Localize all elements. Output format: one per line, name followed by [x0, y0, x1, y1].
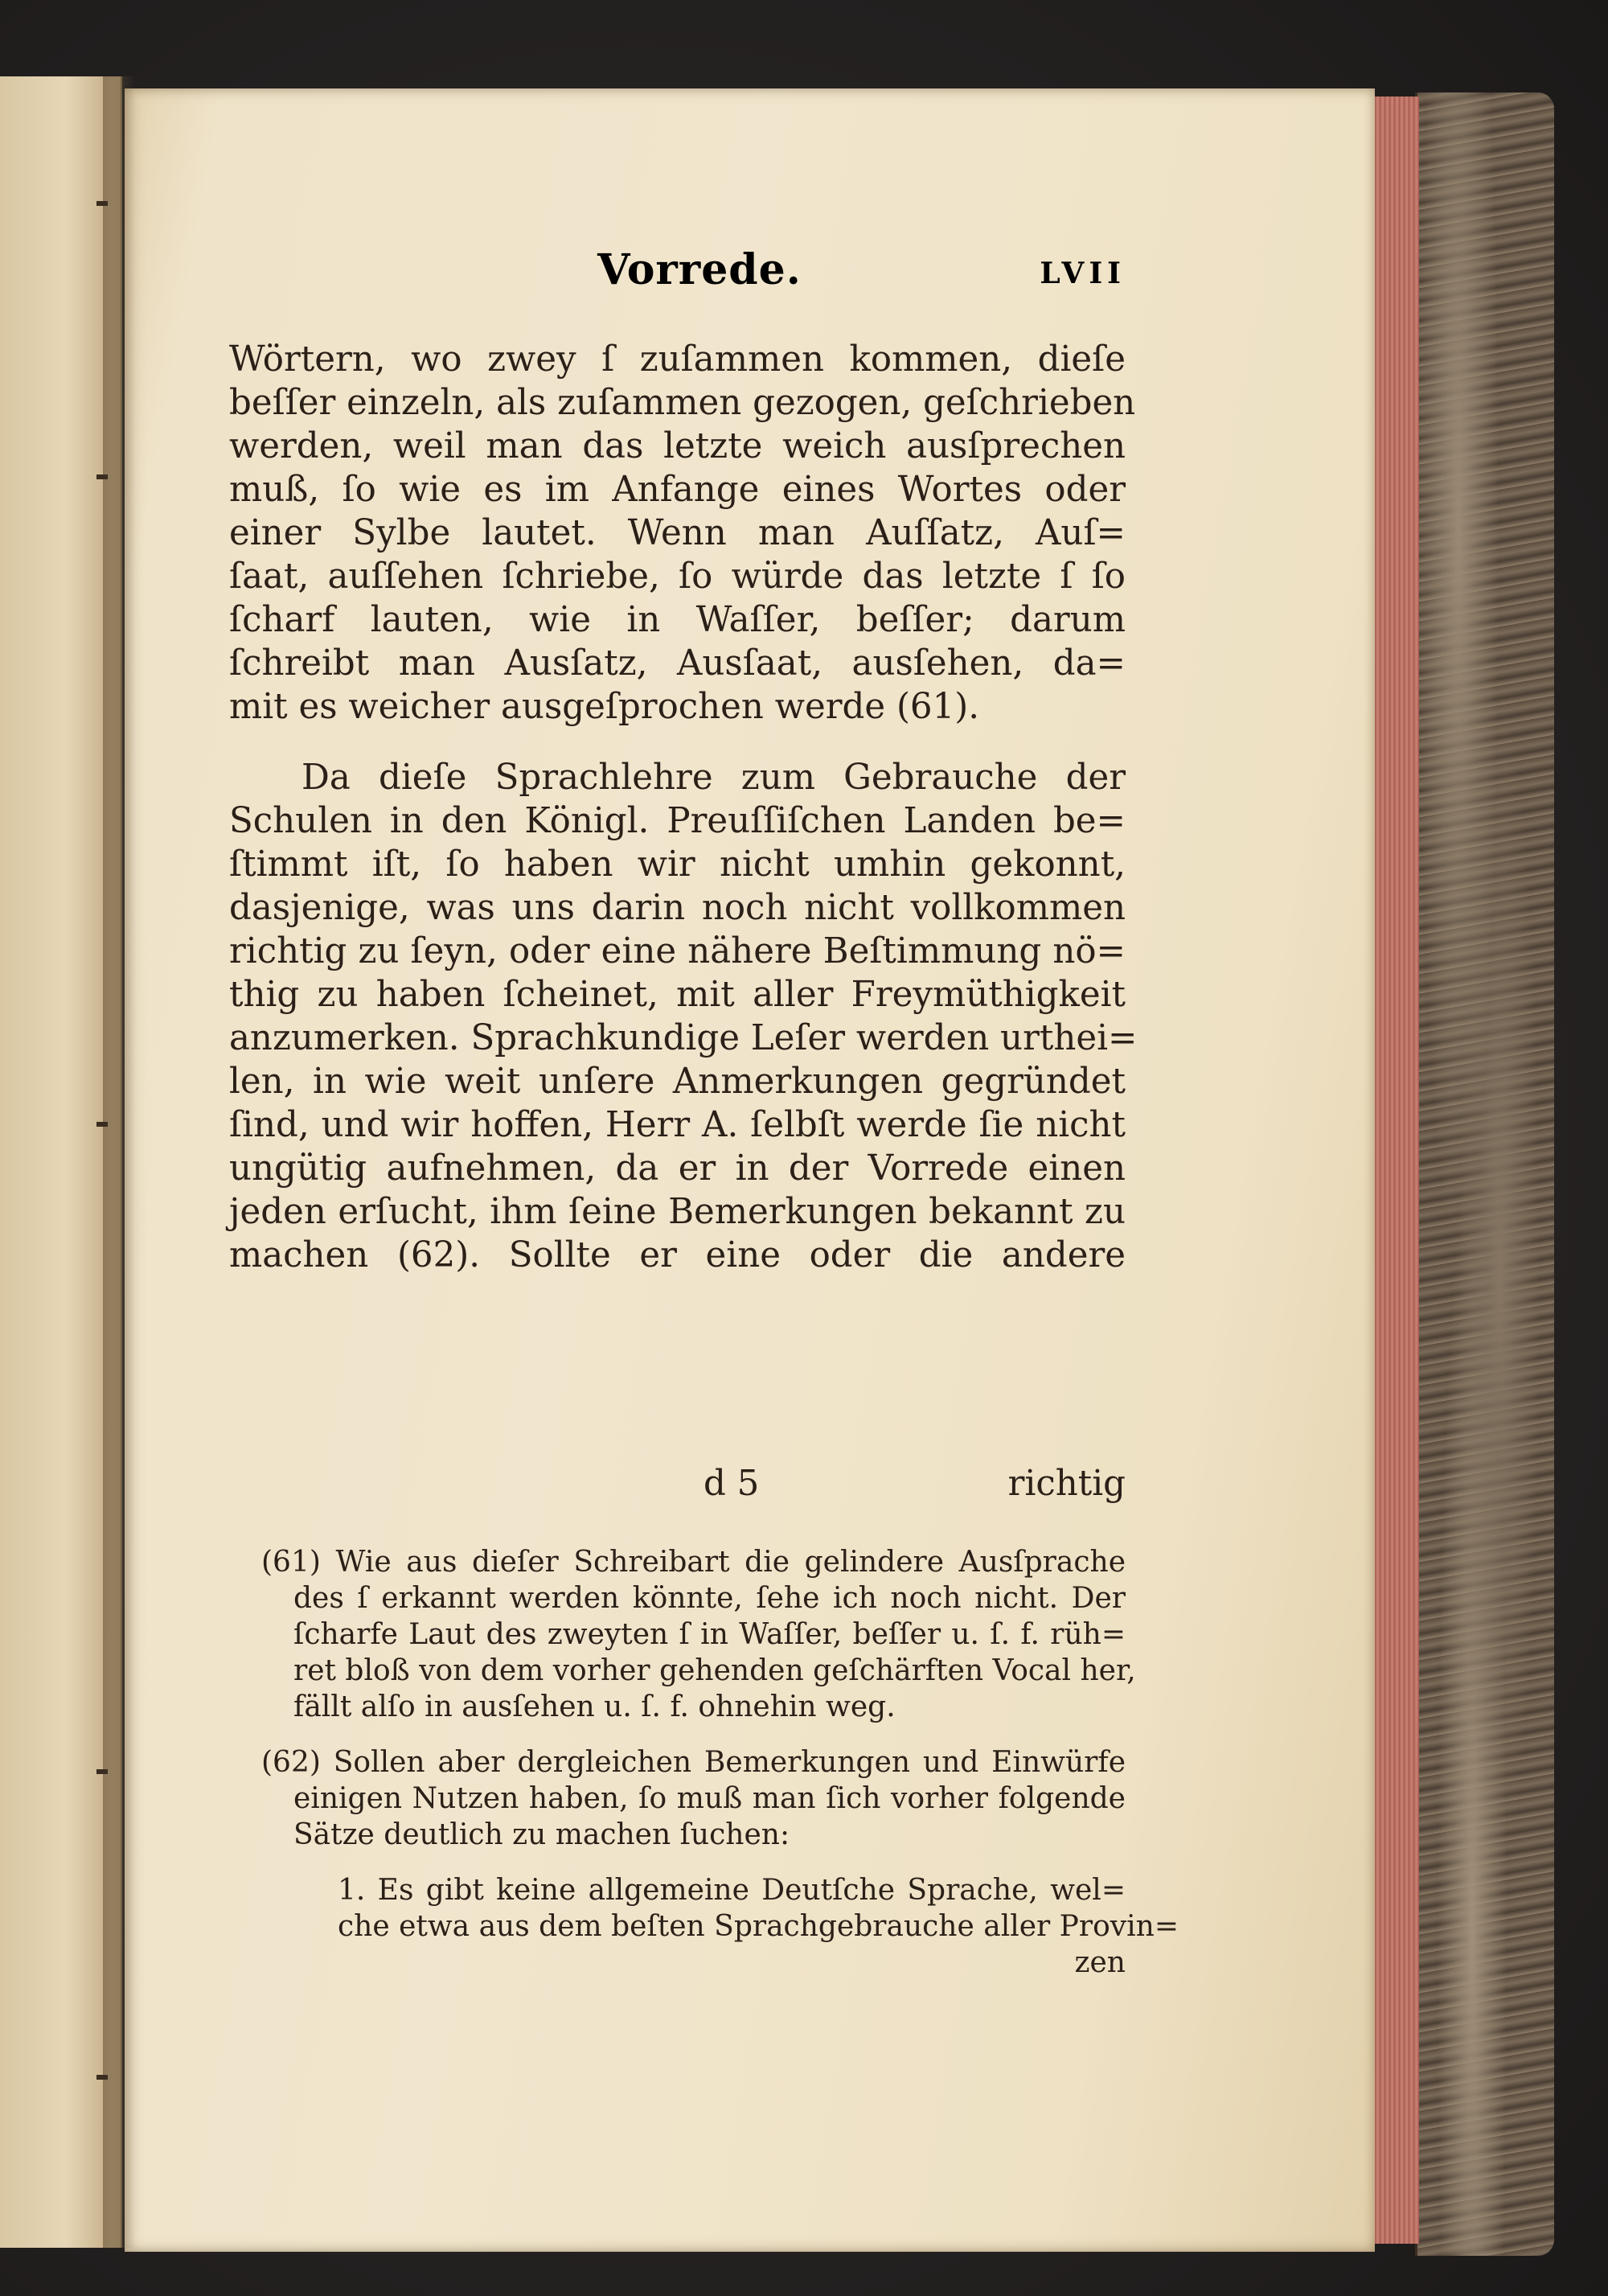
- footnote-line: 1. Es gibt keine allgemeine Deutſche Sprache, wel=: [338, 1874, 1126, 1907]
- text-line: ſaat, auſſehen ſchriebe, ſo würde das letzte ſ ſo: [229, 557, 1126, 597]
- text-line: anzumerken. Sprachkundige Leſer werden urthei=: [229, 1018, 1138, 1058]
- text-line: muß, ſo wie es im Anfange eines Wortes oder: [229, 470, 1126, 510]
- text-line: richtig zu ſeyn, oder eine nähere Beſtimmung nö=: [229, 931, 1126, 971]
- text-line: werden, weil man das letzte weich ausſprechen: [229, 426, 1126, 466]
- text-line: Da dieſe Sprachlehre zum Gebrauche der: [302, 758, 1126, 798]
- footnote-line: ſcharfe Laut des zweyten ſ in Waſſer, beſſer u. ſ. f. rüh=: [293, 1618, 1126, 1651]
- footnote-62-item-1: [261, 1872, 1179, 1981]
- text-line: Schulen in den Königl. Preuſſiſchen Landen be=: [229, 801, 1126, 841]
- signature-mark: d 5: [704, 1464, 760, 1504]
- binding-marks: [96, 201, 121, 2131]
- footnote-line: che etwa aus dem beſten Sprachgebrauche aller Provin=: [338, 1910, 1179, 1943]
- footnote-61: [261, 1544, 1136, 1725]
- text-line: ungütig aufnehmen, da er in der Vorrede einen: [229, 1148, 1126, 1189]
- running-title: Vorrede.: [597, 245, 802, 294]
- text-line: ſind, und wir hoffen, Herr A. ſelbſt werde ſie nicht: [229, 1105, 1126, 1145]
- signature-row: [229, 1464, 1126, 1512]
- catchword: richtig: [1007, 1464, 1126, 1504]
- paragraph-2: [229, 756, 1138, 1277]
- text-line: mit es weicher ausgeſprochen werde (61).: [229, 687, 980, 727]
- text-line: dasjenige, was uns darin noch nicht vollkommen: [229, 888, 1126, 928]
- footnote-line: des ſ erkannt werden könnte, ſehe ich noch nicht. Der: [293, 1582, 1126, 1615]
- text-line: len, in wie weit unſere Anmerkungen gegründet: [229, 1062, 1126, 1102]
- footnote-62: [261, 1744, 1126, 1853]
- page-edges: [1371, 97, 1419, 2244]
- footnote-line: zen: [1074, 1946, 1126, 1979]
- footnote-line: (62) Sollen aber dergleichen Bemerkungen und Einwürfe: [261, 1746, 1126, 1779]
- footnote-line: einigen Nutzen haben, ſo muß man ſich vorher folgende: [293, 1782, 1126, 1815]
- footnote-line: fällt alſo in ausſehen u. ſ. f. ohnehin weg.: [293, 1690, 896, 1723]
- text-line: machen (62). Sollte er eine oder die andere: [229, 1235, 1126, 1275]
- text-line: jeden erſucht, ihm ſeine Bemerkungen bekannt zu: [229, 1192, 1126, 1232]
- text-line: beſſer einzeln, als zuſammen gezogen, geſchrieben: [229, 383, 1136, 423]
- footnote-line: ret bloß von dem vorher gehenden geſchärften Vocal her,: [293, 1654, 1136, 1687]
- paragraph-1: [229, 338, 1136, 729]
- page-header: [229, 245, 1126, 310]
- text-line: ſtimmt iſt, ſo haben wir nicht umhin gekonnt,: [229, 844, 1126, 885]
- text-line: thig zu haben ſcheinet, mit aller Freymüthigkeit: [229, 975, 1126, 1015]
- body-text: [229, 338, 1138, 1277]
- footnote-line: Sätze deutlich zu machen ſuchen:: [293, 1818, 790, 1851]
- footnote-line: (61) Wie aus dieſer Schreibart die gelindere Ausſprache: [261, 1546, 1126, 1579]
- text-line: einer Sylbe lautet. Wenn man Auſſatz, Auſ=: [229, 513, 1126, 553]
- text-line: Wörtern, wo zwey ſ zuſammen kommen, dieſe: [229, 339, 1126, 380]
- marbled-cover: [1415, 92, 1554, 2256]
- text-line: ſcharf lauten, wie in Waſſer, beſſer; darum: [229, 600, 1126, 640]
- text-line: ſchreibt man Ausſatz, Ausſaat, ausſehen, da=: [229, 643, 1126, 684]
- page-number: LVII: [1040, 257, 1126, 290]
- footnotes: [261, 1544, 1179, 2000]
